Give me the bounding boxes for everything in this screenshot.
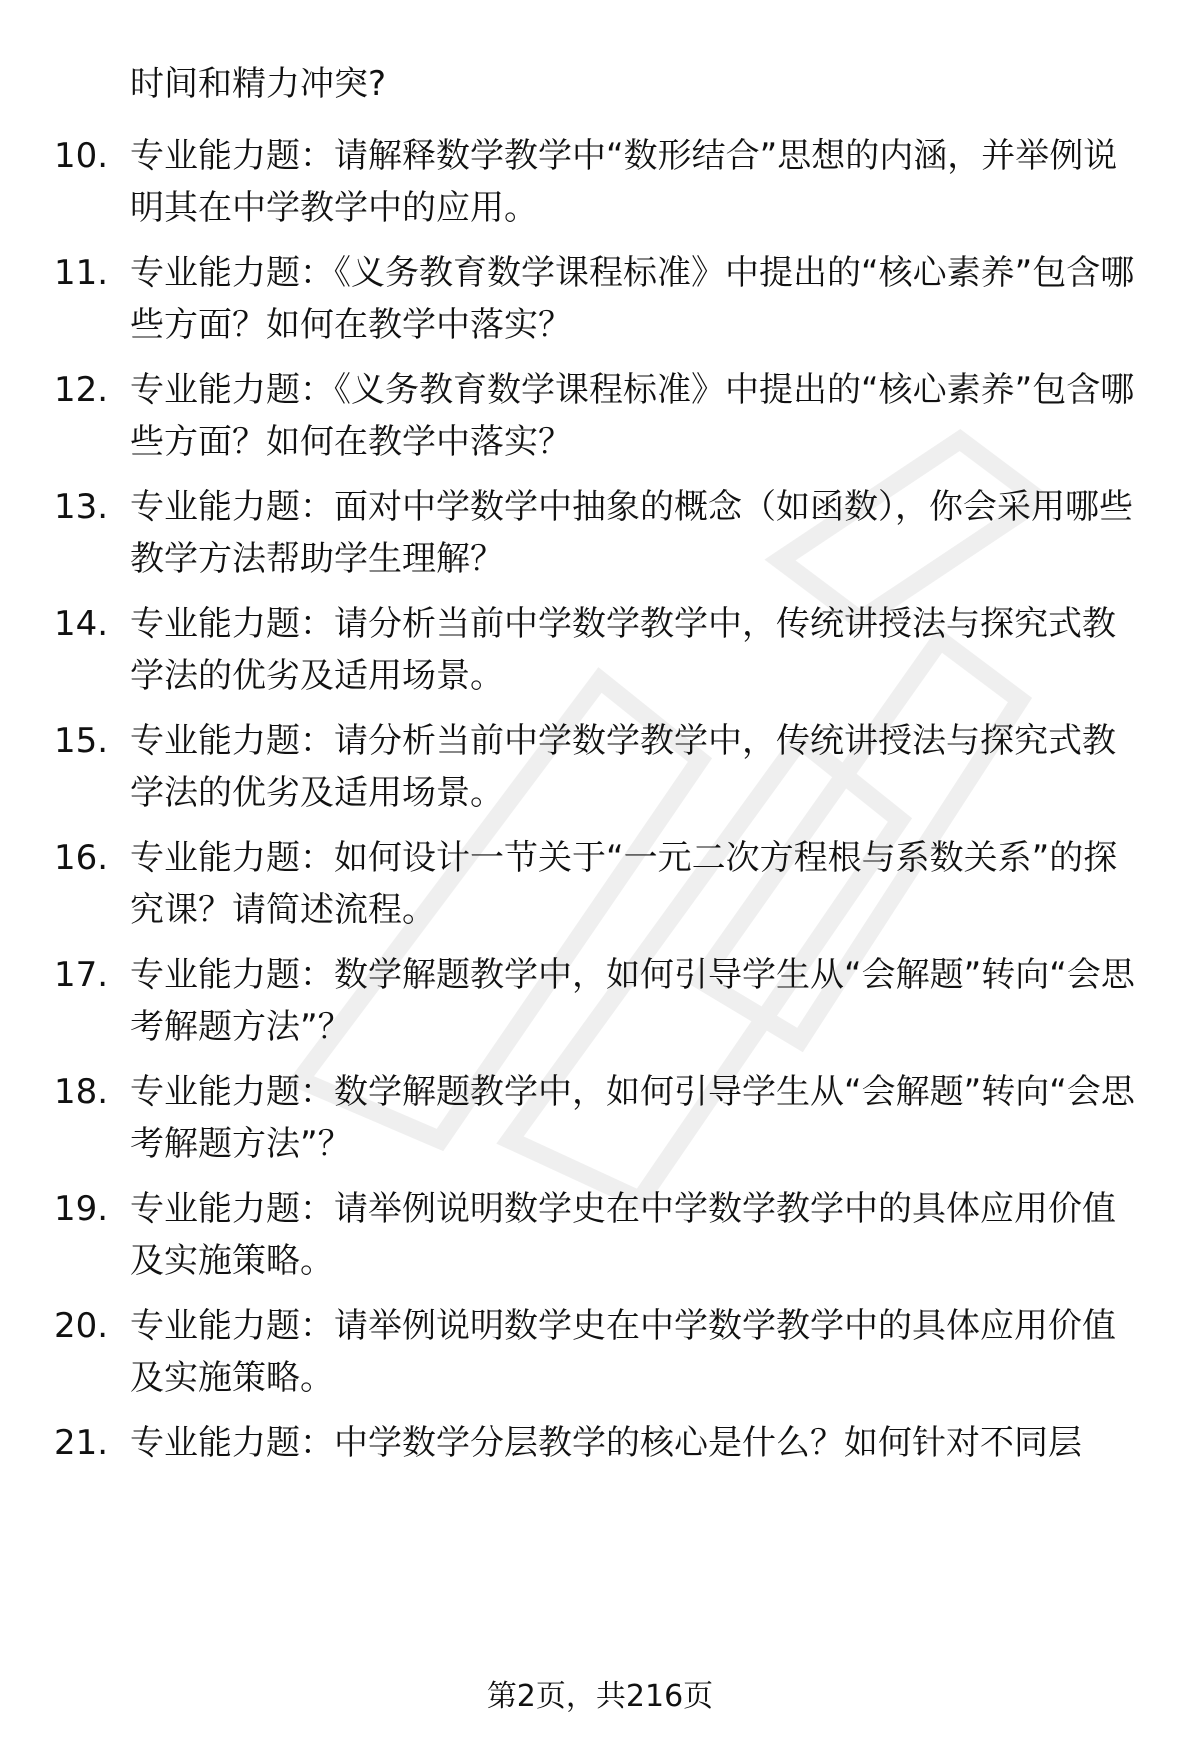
question-number: 19. (54, 1189, 109, 1229)
question-item (0, 364, 1200, 468)
page-number-footer: 第2页，共216页 (486, 1679, 714, 1714)
continuation-text: 时间和精力冲突? (130, 64, 387, 104)
question-text: 专业能力题：请举例说明数学史在中学数学教学中的具体应用价值及实施策略。 (130, 1306, 1116, 1398)
question-item (0, 1300, 1200, 1404)
question-number: 13. (54, 487, 109, 527)
question-item (0, 832, 1200, 936)
question-number: 14. (54, 604, 109, 644)
question-number: 12. (54, 370, 109, 410)
question-item (0, 1417, 1200, 1469)
question-item (0, 247, 1200, 351)
question-text: 专业能力题：中学数学分层教学的核心是什么？如何针对不同层 (130, 1423, 1082, 1463)
question-item (0, 481, 1200, 585)
question-item (0, 715, 1200, 819)
question-item (0, 598, 1200, 702)
question-text: 专业能力题：《义务教育数学课程标准》中提出的“核心素养”包含哪些方面？如何在教学中落实？ (130, 253, 1135, 345)
question-item (0, 130, 1200, 234)
question-number: 11. (54, 253, 109, 293)
question-text: 专业能力题：请解释数学教学中“数形结合”思想的内涵，并举例说明其在中学教学中的应用。 (130, 136, 1118, 228)
question-item (0, 1183, 1200, 1287)
question-item (0, 949, 1200, 1053)
question-number: 18. (54, 1072, 109, 1112)
question-number: 16. (54, 838, 109, 878)
question-text: 专业能力题：数学解题教学中，如何引导学生从“会解题”转向“会思考解题方法”？ (130, 1072, 1135, 1164)
question-text: 专业能力题：数学解题教学中，如何引导学生从“会解题”转向“会思考解题方法”？ (130, 955, 1135, 1047)
question-text: 专业能力题：请分析当前中学数学教学中，传统讲授法与探究式教学法的优劣及适用场景。 (130, 721, 1116, 813)
question-text: 专业能力题：请举例说明数学史在中学数学教学中的具体应用价值及实施策略。 (130, 1189, 1116, 1281)
question-number: 17. (54, 955, 109, 995)
question-number: 15. (54, 721, 109, 761)
question-text: 专业能力题：请分析当前中学数学教学中，传统讲授法与探究式教学法的优劣及适用场景。 (130, 604, 1116, 696)
question-number: 10. (54, 136, 109, 176)
question-text: 专业能力题：面对中学数学中抽象的概念（如函数），你会采用哪些教学方法帮助学生理解？ (130, 487, 1133, 579)
question-text: 专业能力题：如何设计一节关于“一元二次方程根与系数关系”的探究课？请简述流程。 (130, 838, 1118, 930)
question-item (0, 1066, 1200, 1170)
question-number: 20. (54, 1306, 109, 1346)
question-text: 专业能力题：《义务教育数学课程标准》中提出的“核心素养”包含哪些方面？如何在教学中落实？ (130, 370, 1135, 462)
question-number: 21. (54, 1423, 109, 1463)
